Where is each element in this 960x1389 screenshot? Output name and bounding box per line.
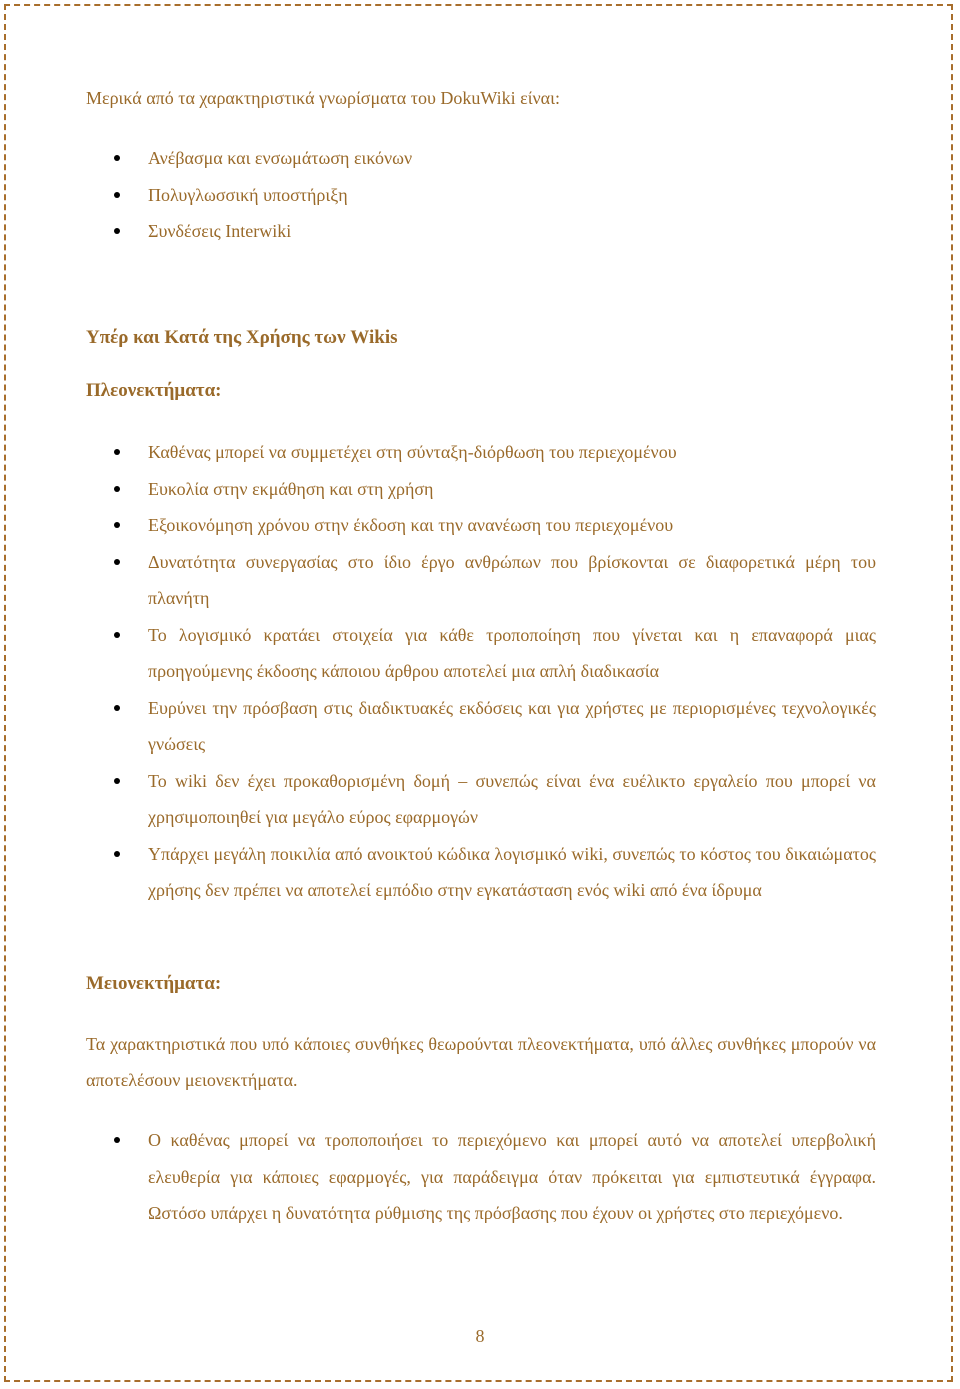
list-item: Υπάρχει μεγάλη ποικιλία από ανοικτού κώδικα λογισμικό wiki, συνεπώς το κόστος του δικαιώματος χρήσης δεν πρέπει να αποτελεί εμπόδιο στην εγκατάσταση ενός wiki από ένα ίδρυμα [114, 836, 876, 909]
bullet-icon [114, 486, 120, 492]
disadvantages-title: Μειονεκτήματα: [86, 973, 222, 994]
list-item: Ευρύνει την πρόσβαση στις διαδικτυακές εκδόσεις και για χρήστες με περιορισμένες τεχνολογικές γνώσεις [114, 690, 876, 763]
list-item: Ευκολία στην εκμάθηση και στη χρήση [114, 471, 876, 508]
disadvantages-list [114, 1122, 876, 1232]
bullet-icon [114, 522, 120, 528]
bullet-icon [114, 1137, 120, 1143]
bullet-icon [114, 559, 120, 565]
disadvantages-intro: Τα χαρακτηριστικά που υπό κάποιες συνθήκες θεωρούνται πλεονεκτήματα, υπό άλλες συνθήκες μπορούν να αποτελέσουν μειονεκτήματα. [86, 1034, 876, 1090]
list-item: Ανέβασμα και ενσωμάτωση εικόνων [114, 140, 876, 177]
features-list [114, 140, 876, 250]
list-item: Ο καθένας μπορεί να τροποποιήσει το περιεχόμενο και μπορεί αυτό να αποτελεί υπερβολική ελευθερία για κάποιες εφαρμογές, για παράδειγμα όταν πρόκειται για εμπιστευτικά έγγραφα. Ωστόσο υπάρχει η δυνατότητα ρύθμισης της πρόσβασης που έχουν οι χρήστες στο περιεχόμενο. [114, 1122, 876, 1232]
list-item: Δυνατότητα συνεργασίας στο ίδιο έργο ανθρώπων που βρίσκονται σε διαφορετικά μέρη του πλανήτη [114, 544, 876, 617]
list-item: Το λογισμικό κρατάει στοιχεία για κάθε τροποποίηση που γίνεται και η επαναφορά μιας προηγούμενης έκδοσης κάποιου άρθρου αποτελεί μια απλή διαδικασία [114, 617, 876, 690]
bullet-icon [114, 851, 120, 857]
bullet-icon [114, 778, 120, 784]
advantages-list [114, 434, 876, 909]
bullet-icon [114, 449, 120, 455]
section-title: Υπέρ και Κατά της Χρήσης των Wikis [86, 327, 398, 348]
list-item: Το wiki δεν έχει προκαθορισμένη δομή – συνεπώς είναι ένα ευέλικτο εργαλείο που μπορεί να χρησιμοποιηθεί για μεγάλο εύρος εφαρμογών [114, 763, 876, 836]
list-item: Καθένας μπορεί να συμμετέχει στη σύνταξη-διόρθωση του περιεχομένου [114, 434, 876, 471]
intro-paragraph: Μερικά από τα χαρακτηριστικά γνωρίσματα του DokuWiki είναι: [86, 88, 560, 108]
list-item: Πολυγλωσσική υποστήριξη [114, 177, 876, 214]
page-number: 8 [475, 1326, 485, 1346]
list-item: Συνδέσεις Interwiki [114, 213, 876, 250]
advantages-title: Πλεονεκτήματα: [86, 380, 222, 401]
bullet-icon [114, 705, 120, 711]
bullet-icon [114, 228, 120, 234]
bullet-icon [114, 155, 120, 161]
bullet-icon [114, 632, 120, 638]
bullet-icon [114, 192, 120, 198]
list-item: Εξοικονόμηση χρόνου στην έκδοση και την ανανέωση του περιεχομένου [114, 507, 876, 544]
